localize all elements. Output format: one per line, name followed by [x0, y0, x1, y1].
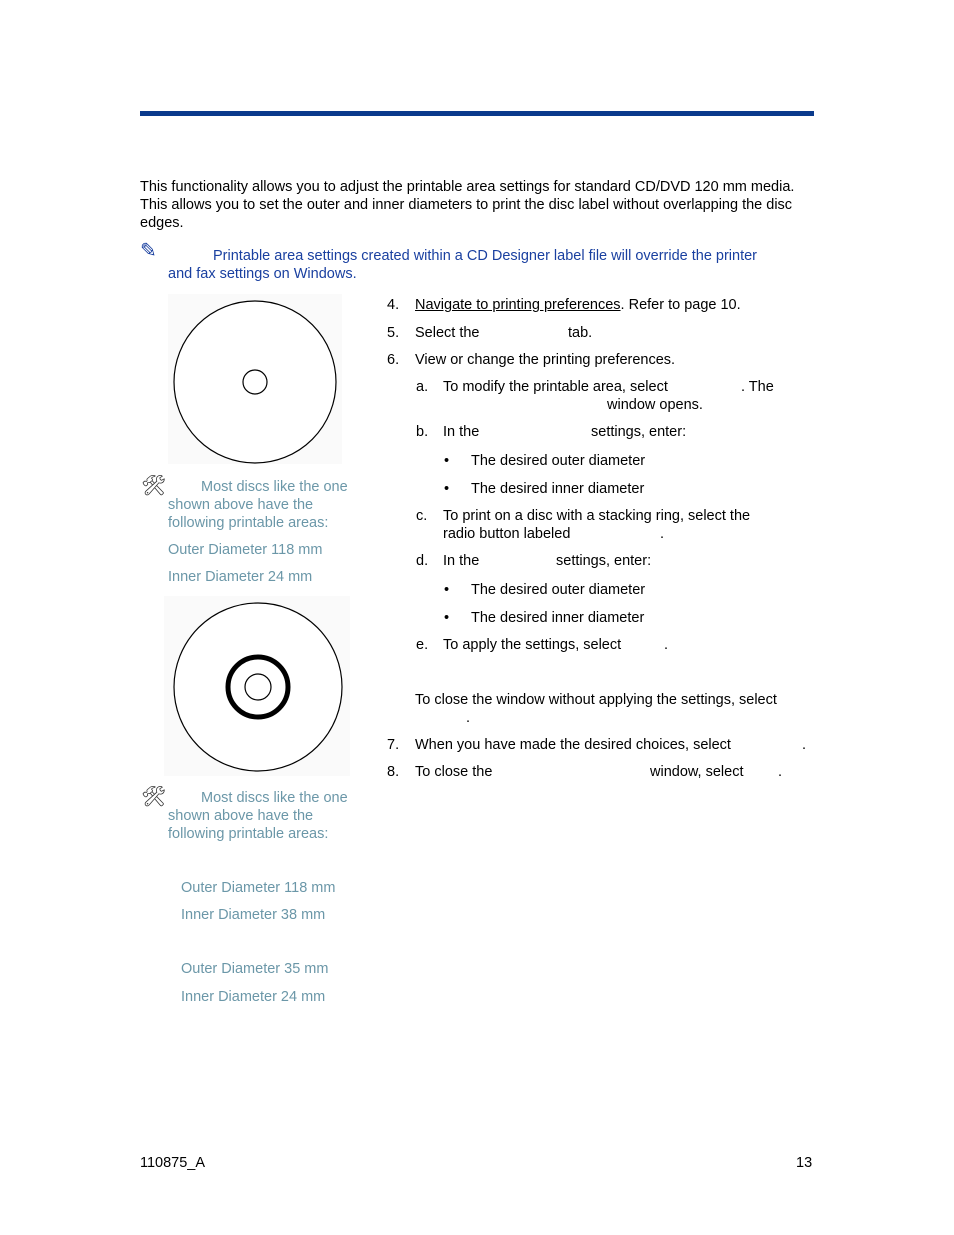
bullet: •: [444, 610, 450, 626]
step-8-text-1: To close the: [415, 764, 493, 780]
tip1-inner: Inner Diameter 24 mm: [168, 569, 313, 585]
tools-icon: 🛠: [141, 475, 167, 497]
tip1-line-2: shown above have the: [168, 497, 314, 513]
substep-e-letter: e.: [416, 637, 429, 653]
close-note-text-2: .: [466, 710, 471, 726]
step-5-text-a: Select the: [415, 325, 480, 341]
tip1-line-1: Most discs like the one: [201, 479, 348, 495]
substep-b-text-1: In the: [443, 424, 480, 440]
substep-e-text-1: To apply the settings, select: [443, 637, 622, 653]
substep-a-text-3: window opens.: [607, 397, 703, 413]
substep-c-letter: c.: [416, 508, 428, 524]
substep-e-text-2: .: [664, 637, 669, 653]
printing-preferences-link[interactable]: Navigate to printing preferences: [415, 297, 621, 313]
step-5-text-b: tab.: [568, 325, 593, 341]
header-rule: [140, 111, 814, 116]
step-7-text-1: When you have made the desired choices, select: [415, 737, 731, 753]
step-6-text: View or change the printing preferences.: [415, 352, 676, 368]
tip1-outer: Outer Diameter 118 mm: [168, 542, 323, 558]
tip2-outer-2: Outer Diameter 35 mm: [181, 961, 329, 977]
footer-doc-id: 110875_A: [140, 1155, 206, 1171]
tip2-line-2: shown above have the: [168, 808, 314, 824]
step-8-text-2: window, select: [650, 764, 744, 780]
substep-a-text-1: To modify the printable area, select: [443, 379, 668, 395]
tip2-outer-1: Outer Diameter 118 mm: [181, 880, 336, 896]
step-5-number: 5.: [387, 325, 400, 341]
substep-d-text-2: settings, enter:: [556, 553, 652, 569]
tip2-inner-1: Inner Diameter 38 mm: [181, 907, 326, 923]
disc-image-stacking-ring: [164, 596, 350, 776]
step-7-number: 7.: [387, 737, 400, 753]
tip1-line-3: following printable areas:: [168, 515, 329, 531]
tip2-line-1: Most discs like the one: [201, 790, 348, 806]
substep-d-bullet-1: The desired outer diameter: [471, 582, 646, 598]
note-line-2: and fax settings on Windows.: [168, 266, 357, 282]
substep-a-text-2: . The: [741, 379, 774, 395]
intro-paragraph: This functionality allows you to adjust the printable area settings for standard CD/DVD 120 mm media. This allows you to set the outer and inner diameters to print the disc label without overlapping the disc edges.: [140, 179, 795, 231]
substep-b-bullet-2: The desired inner diameter: [471, 481, 645, 497]
step-6-number: 6.: [387, 352, 400, 368]
substep-d-text-1: In the: [443, 553, 480, 569]
pencil-icon: ✎: [140, 240, 157, 262]
step-4: [415, 297, 741, 313]
note-line-1: Printable area settings created within a CD Designer label file will override the printer: [213, 248, 758, 264]
substep-d-bullet-2: The desired inner diameter: [471, 610, 645, 626]
substep-b-letter: b.: [416, 424, 429, 440]
tip2-inner-2: Inner Diameter 24 mm: [181, 989, 326, 1005]
bullet: •: [444, 453, 450, 469]
substep-b-bullet-1: The desired outer diameter: [471, 453, 646, 469]
substep-c-text-2: radio button labeled: [443, 526, 571, 542]
substep-c-text-3: .: [660, 526, 665, 542]
close-note-text-1: To close the window without applying the settings, select: [415, 692, 777, 708]
footer-page-number: 13: [796, 1155, 813, 1171]
step-8-text-3: .: [778, 764, 783, 780]
step-7-text-2: .: [802, 737, 807, 753]
tip2-line-3: following printable areas:: [168, 826, 329, 842]
substep-c-text-1: To print on a disc with a stacking ring, select the: [443, 508, 751, 524]
bullet: •: [444, 481, 450, 497]
bullet: •: [444, 582, 450, 598]
disc-image-standard: [168, 294, 342, 464]
tools-icon: 🛠: [141, 786, 167, 808]
substep-d-letter: d.: [416, 553, 429, 569]
substep-b-text-2: settings, enter:: [591, 424, 687, 440]
step-4-rest: . Refer to page 10.: [620, 297, 741, 313]
step-8-number: 8.: [387, 764, 400, 780]
substep-a-letter: a.: [416, 379, 429, 395]
step-4-number: 4.: [387, 297, 400, 313]
